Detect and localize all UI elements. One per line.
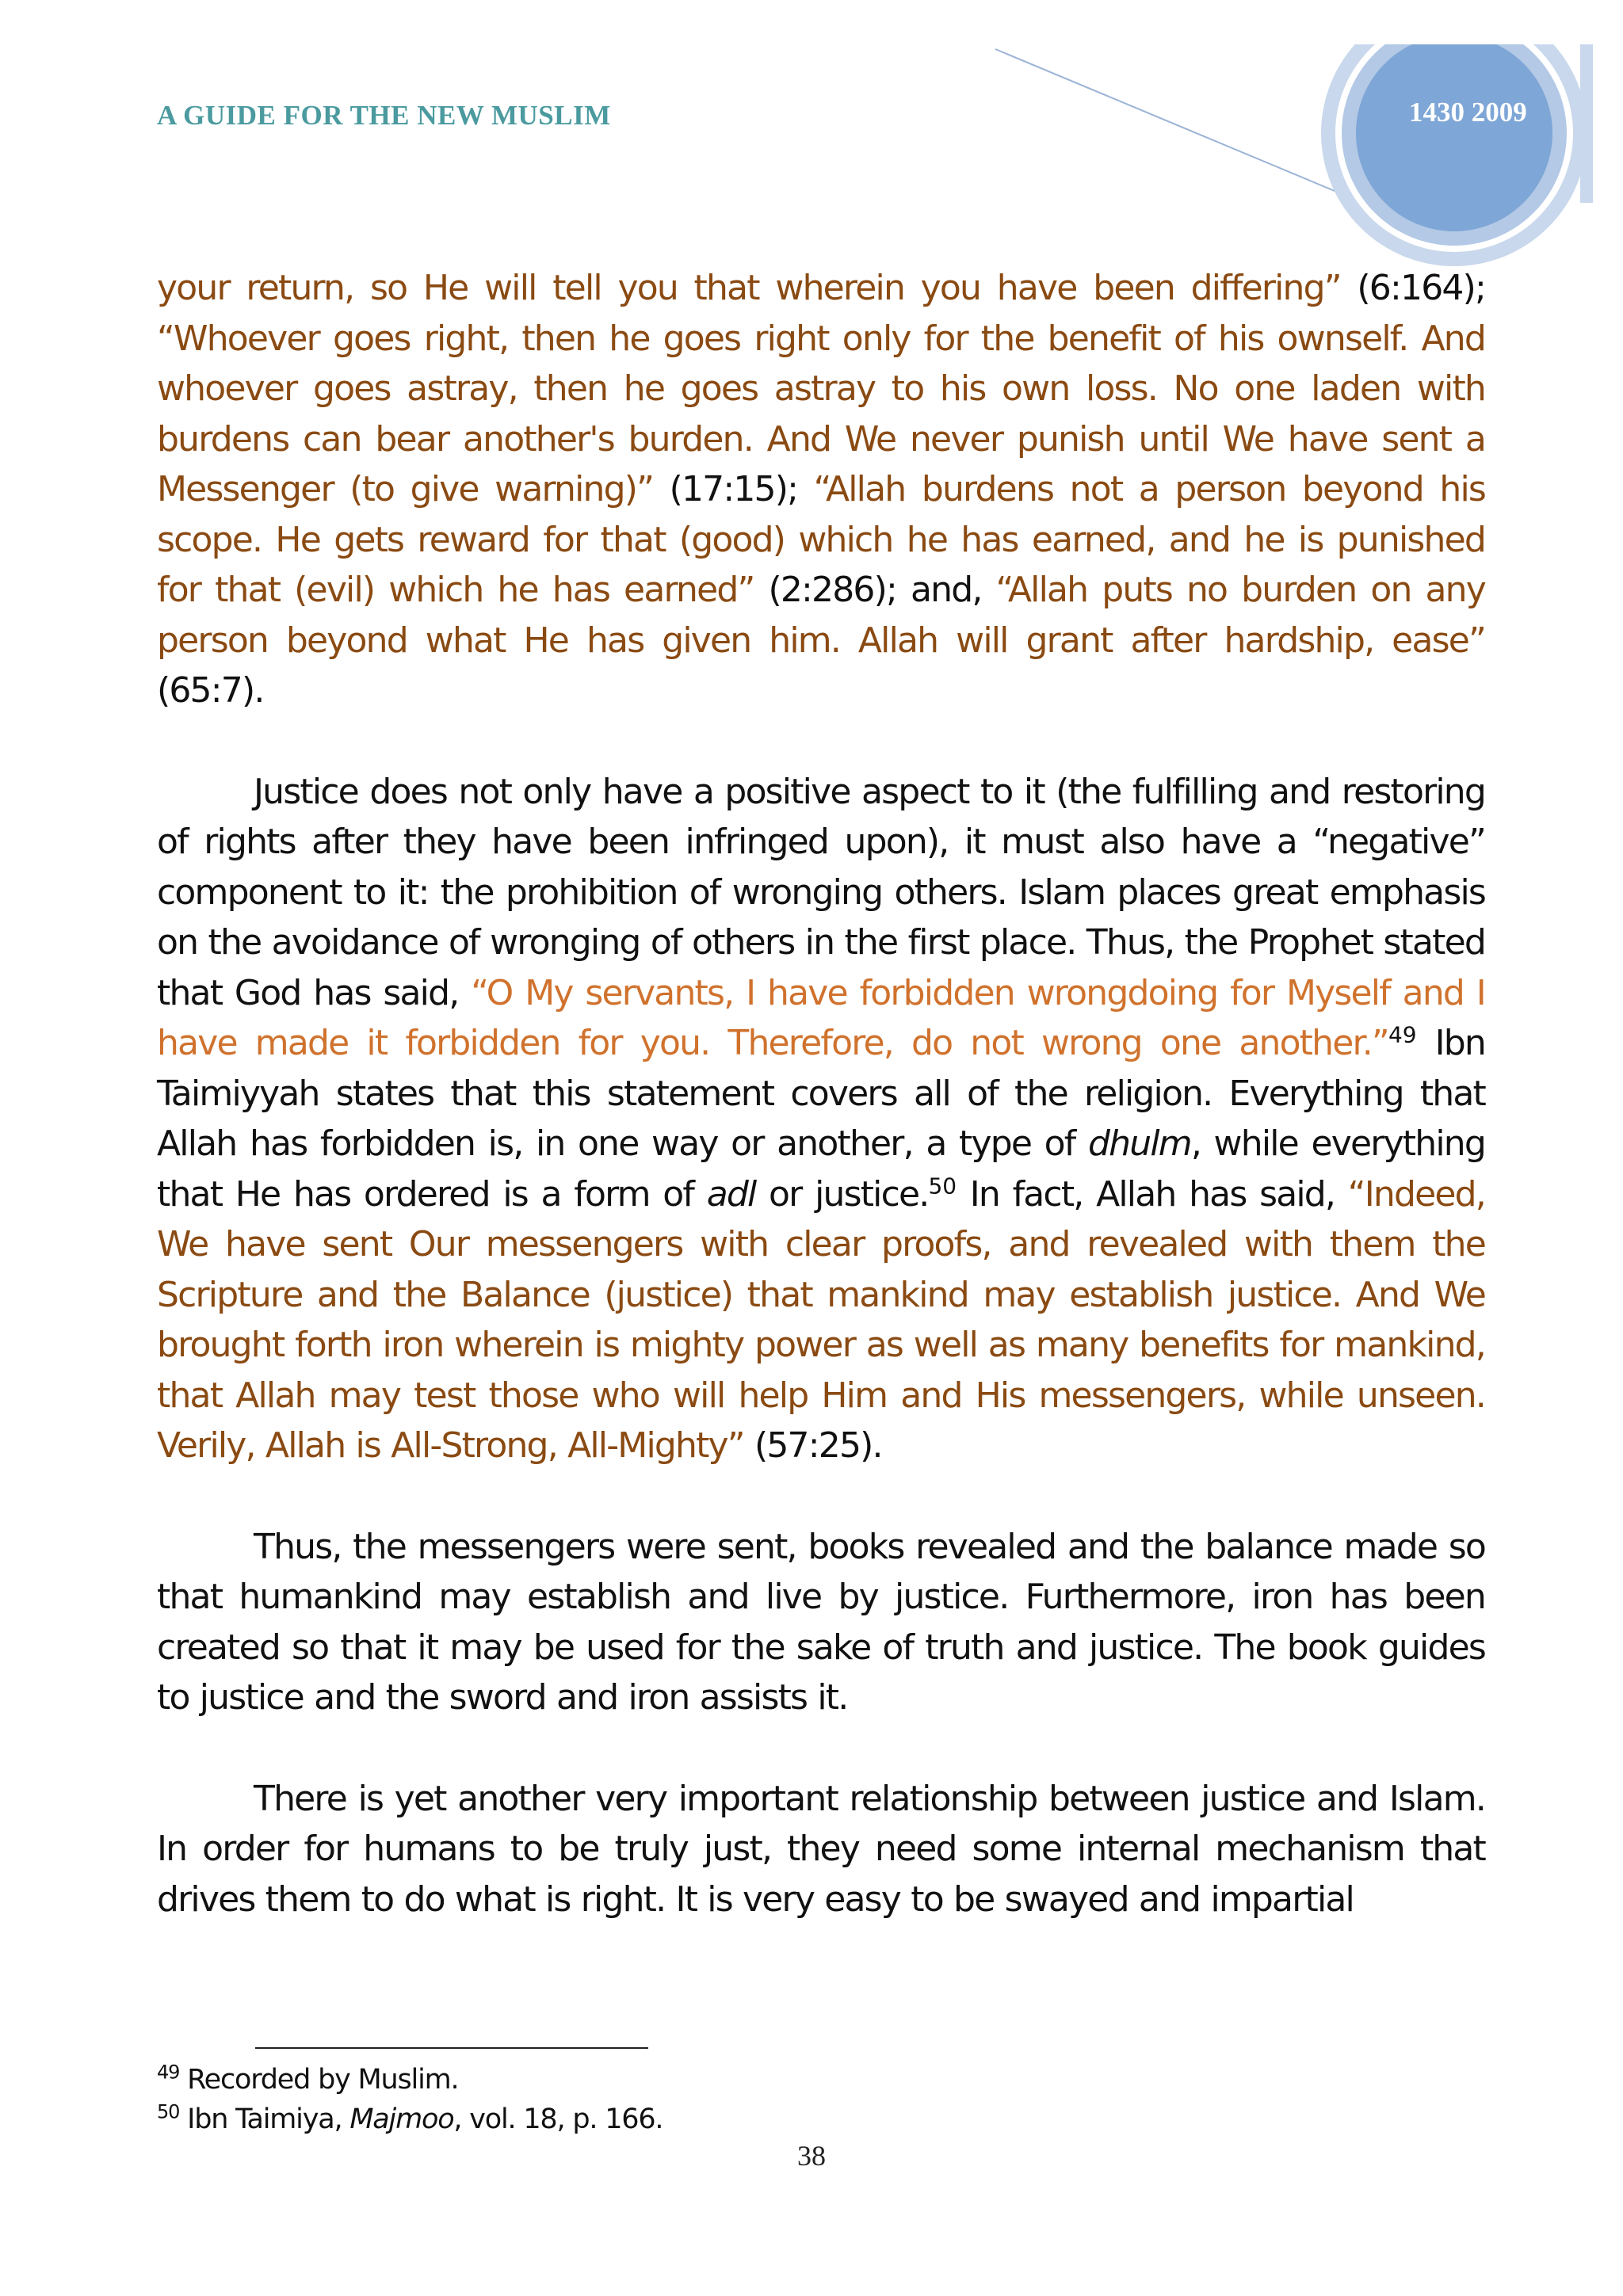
paragraph-4: There is yet another very important relationship between justice and Islam. In order for humans to be truly just, they need some internal mechanism that drives them to do what is right. It is very easy to be swayed and impartial (157, 1778, 1485, 1920)
body-sentence: Justice does not only have a positive aspect to it (the fulfilling and restoring of rights after they have been infringed upon), it must also have a “negative” component to it: the prohibition of wronging others. Islam places great emphasis on the avoidance of wronging of others in the first place. Thus, the Prophet stated that God has said, (157, 771, 1485, 1013)
footnote-number: 50 (157, 2100, 180, 2123)
verse-reference: (17:15); (653, 469, 814, 509)
footnote-marker-49[interactable]: 49 (1388, 1021, 1417, 1048)
body-sentence: , while everything that He has ordered is a form of (157, 1123, 1485, 1215)
footnote-49 (157, 2060, 1266, 2100)
footnote-marker-50[interactable]: 50 (928, 1172, 957, 1199)
footnote-book-title: Majmoo (349, 2103, 454, 2135)
running-header-title: A GUIDE FOR THE NEW MUSLIM (157, 100, 611, 131)
verse-reference: (6:164); (1340, 268, 1485, 308)
running-header-year: 1430 2009 (1409, 97, 1527, 128)
footnotes (157, 2060, 1266, 2139)
paragraph-3: Thus, the messengers were sent, books revealed and the balance made so that humankind may establish and live by justice. Furthermore, iron has been created so that it may be used for the sake of truth and justice. The book guides to justice and the sword and iron assists it. (157, 1526, 1485, 1718)
footnote-50 (157, 2100, 1266, 2139)
footnote-text: Recorded by Muslim. (179, 2064, 459, 2096)
footnote-text: Ibn Taimiya, (179, 2103, 350, 2135)
paragraph-2 (157, 767, 1485, 1471)
footnote-separator (255, 2047, 648, 2049)
verse-reference: (57:25). (743, 1425, 882, 1466)
footnote-number: 49 (157, 2061, 180, 2084)
body-text (157, 263, 1485, 1975)
body-sentence: In fact, Allah has said, (957, 1173, 1348, 1215)
page-number: 38 (797, 2140, 826, 2172)
verse-reference: (65:7). (157, 670, 264, 711)
paragraph-1 (157, 263, 1485, 716)
footnote-text: , vol. 18, p. 166. (453, 2103, 663, 2135)
quote-text: “Allah burdens not a person beyond his scope. He gets reward for that (good) which he has earned, and he is punished for that (evil) which he has earned” (157, 469, 1485, 610)
quote-text: your return, so He will tell you that wherein you have been differing” (157, 268, 1341, 308)
quote-text: “Allah puts no burden on any person beyond what He has given him. Allah will grant after hardship, ease” (157, 570, 1485, 661)
term-dhulm: dhulm (1088, 1123, 1191, 1164)
verse-reference: (2:286); and, (754, 570, 996, 610)
header-decoration (0, 0, 1623, 269)
quote-text: “Indeed, We have sent Our messengers with clear proofs, and revealed with them the Scripture and the Balance (justice) that mankind may establish justice. And We brought forth iron wherein is mighty power as well as many benefits for mankind, that Allah may test those who will help Him and His messengers, while unseen. Verily, Allah is All-Strong, All-Mighty” (157, 1173, 1485, 1466)
body-sentence: or justice. (755, 1173, 929, 1215)
body-sentence: Ibn Taimiyyah states that this statement covers all of the religion. Everything that Allah has forbidden is, in one way or another, a type of (157, 1023, 1485, 1164)
quote-text: “Whoever goes right, then he goes right only for the benefit of his ownself. And whoever goes astray, then he goes astray to his own loss. No one laden with burdens can bear another's burden. And We never punish until We have sent a Messenger (to give warning)” (157, 318, 1485, 509)
hadith-quote: “O My servants, I have forbidden wrongdoing for Myself and I have made it forbidden for you. Therefore, do not wrong one another.” (157, 972, 1485, 1063)
term-adl: adl (706, 1173, 756, 1215)
